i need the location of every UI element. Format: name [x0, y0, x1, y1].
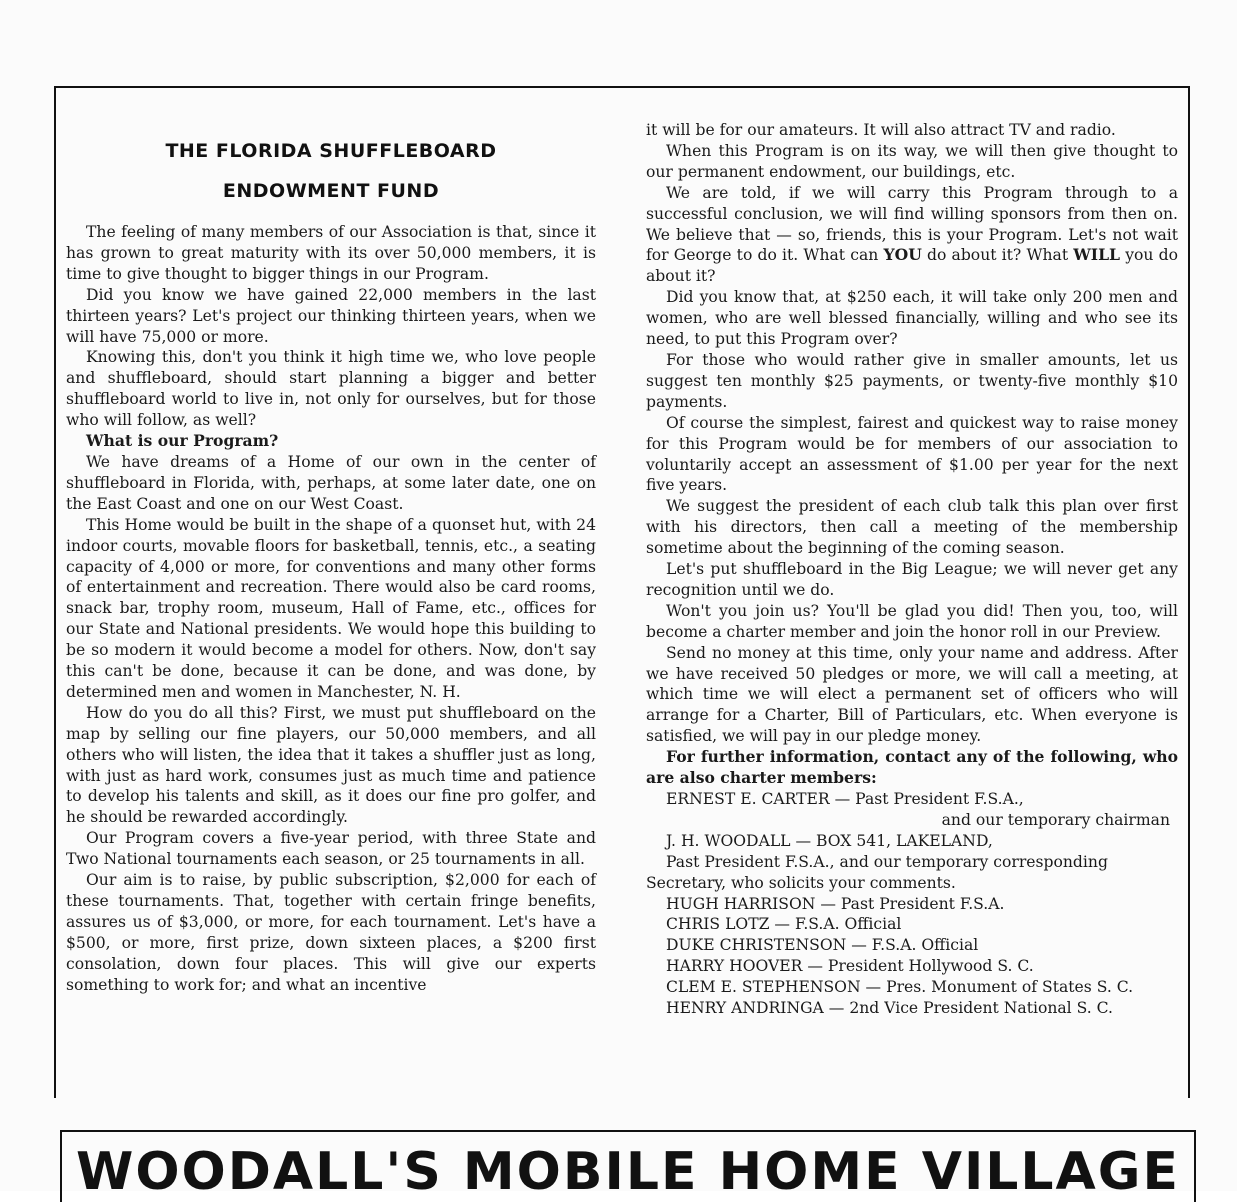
paragraph: Our aim is to raise, by public subscription, $2,000 for each of these tournaments. That, together with certain fringe benefits, assures us of $3,000, or more, for each tournament. Let's have a $500, or more, first prize, down sixteen places, a $200 first consolation, down four places. This will give our experts something to work for; and what an incentive: [66, 871, 596, 994]
advertisement-frame: [60, 1130, 1196, 1202]
contact-lotz: CHRIS LOTZ — F.S.A. Official: [666, 915, 902, 934]
paragraph: Won't you join us? You'll be glad you did! Then you, too, will become a charter member and join the honor roll in our Preview.: [646, 601, 1178, 641]
paragraph: When this Program is on its way, we will then give thought to our permanent endowment, our buildings, etc.: [646, 141, 1178, 181]
contact-andringa: HENRY ANDRINGA — 2nd Vice President National S. C.: [666, 999, 1113, 1018]
paragraph-text: do about it? What: [926, 246, 1069, 265]
paragraph: Did you know that, at $250 each, it will take only 200 men and women, who are well blessed financially, willing and who see its need, to put this Program over?: [646, 288, 1178, 349]
article-left-column: [66, 140, 596, 996]
paragraph-text: you do about it?: [646, 246, 1178, 286]
contact-christenson: DUKE CHRISTENSON — F.S.A. Official: [666, 936, 979, 955]
paragraph-text: We are told, if we will carry this Program through to a successful conclusion, we will find willing sponsors from then on. We believe that — so, friends, this is your Program. Let's not wait for George to do it. What can: [646, 183, 1178, 265]
emphasis-will: WILL: [1073, 245, 1121, 265]
contact-carter: ERNEST E. CARTER — Past President F.S.A.,: [666, 790, 1024, 808]
article-title-line1: THE FLORIDA SHUFFLEBOARD: [165, 140, 497, 162]
paragraph: We suggest the president of each club talk this plan over first with his directors, then call a meeting of the membership sometime about the beginning of the coming season.: [646, 497, 1178, 558]
paragraph: The feeling of many members of our Association is that, since it has grown to great maturity with its over 50,000 members, it is time to give thought to bigger things in our Program.: [66, 223, 596, 283]
contact-hoover: HARRY HOOVER — President Hollywood S. C.: [666, 957, 1034, 976]
contact-carter-detail: and our temporary chairman: [941, 810, 1170, 829]
emphasis-you: YOU: [883, 245, 922, 265]
contact-stephenson: CLEM E. STEPHENSON — Pres. Monument of States S. C.: [666, 978, 1134, 997]
paragraph: Of course the simplest, fairest and quickest way to raise money for this Program would be for members of our association to voluntarily accept an assessment of $1.00 per year for the next five years.: [646, 413, 1178, 495]
paragraph: Our Program covers a five-year period, with three State and Two National tournaments each season, or 25 tournaments in all.: [66, 829, 596, 869]
paragraph: Did you know we have gained 22,000 members in the last thirteen years? Let's project our thinking thirteen years, when we will have 75,000 or more.: [66, 285, 596, 346]
contact-harrison: HUGH HARRISON — Past President F.S.A.: [666, 894, 1005, 913]
paragraph: Send no money at this time, only your name and address. After we have received 50 pledges or more, we will call a meeting, at which time we will elect a permanent set of officers who will arrange for a Charter, Bill of Particulars, etc. When everyone is satisfied, we will pay in our pledge money.: [646, 643, 1178, 746]
contact-woodall: J. H. WOODALL — BOX 541, LAKELAND,: [666, 831, 993, 850]
paragraph: [646, 183, 1178, 288]
section-subhead: What is our Program?: [86, 431, 279, 451]
paragraph: For those who would rather give in smaller amounts, let us suggest ten monthly $25 payments, or twenty-five monthly $10 payments.: [646, 350, 1178, 411]
paragraph: How do you do all this? First, we must put shuffleboard on the map by selling our fine players, our 50,000 members, and all others who will listen, the idea that it takes a shuffler just as long, with just as hard work, consumes just as much time and patience to develop his talents and skill, as it does our fine pro golfer, and he should be rewarded accordingly.: [66, 703, 596, 827]
contacts-heading: For further information, contact any of the following, who are also charter members:: [646, 747, 1178, 788]
paragraph: Knowing this, don't you think it high time we, who love people and shuffleboard, should start planning a bigger and better shuffleboard world to live in, not only for ourselves, but for those who will follow, as well?: [66, 348, 596, 430]
paragraph: This Home would be built in the shape of a quonset hut, with 24 indoor courts, movable floors for basketball, tennis, etc., a seating capacity of 4,000 or more, for conventions and many other forms of entertainment and recreation. There would also be card rooms, snack bar, trophy room, museum, Hall of Fame, etc., offices for our State and National presidents. We would hope this building to be so modern it would become a model for others. Now, don't say this can't be done, because it can be done, and was done, by determined men and women in Manchester, N. H.: [66, 515, 596, 701]
article-title-line2: ENDOWMENT FUND: [222, 180, 440, 202]
paragraph: Let's put shuffleboard in the Big League; we will never get any recognition until we do.: [646, 560, 1178, 599]
paragraph: We have dreams of a Home of our own in the center of shuffleboard in Florida, with, perhaps, at some later date, one on the East Coast and one on our West Coast.: [66, 452, 596, 513]
article-right-column: [646, 120, 1178, 1019]
contact-woodall-detail: Past President F.S.A., and our temporary corresponding Secretary, who solicits your comments.: [646, 852, 1108, 892]
paragraph-continuation: it will be for our amateurs. It will also attract TV and radio.: [646, 121, 1116, 139]
advertisement-banner: WOODALL'S MOBILE HOME VILLAGE: [75, 1142, 1181, 1202]
article-frame: [54, 86, 1190, 1098]
